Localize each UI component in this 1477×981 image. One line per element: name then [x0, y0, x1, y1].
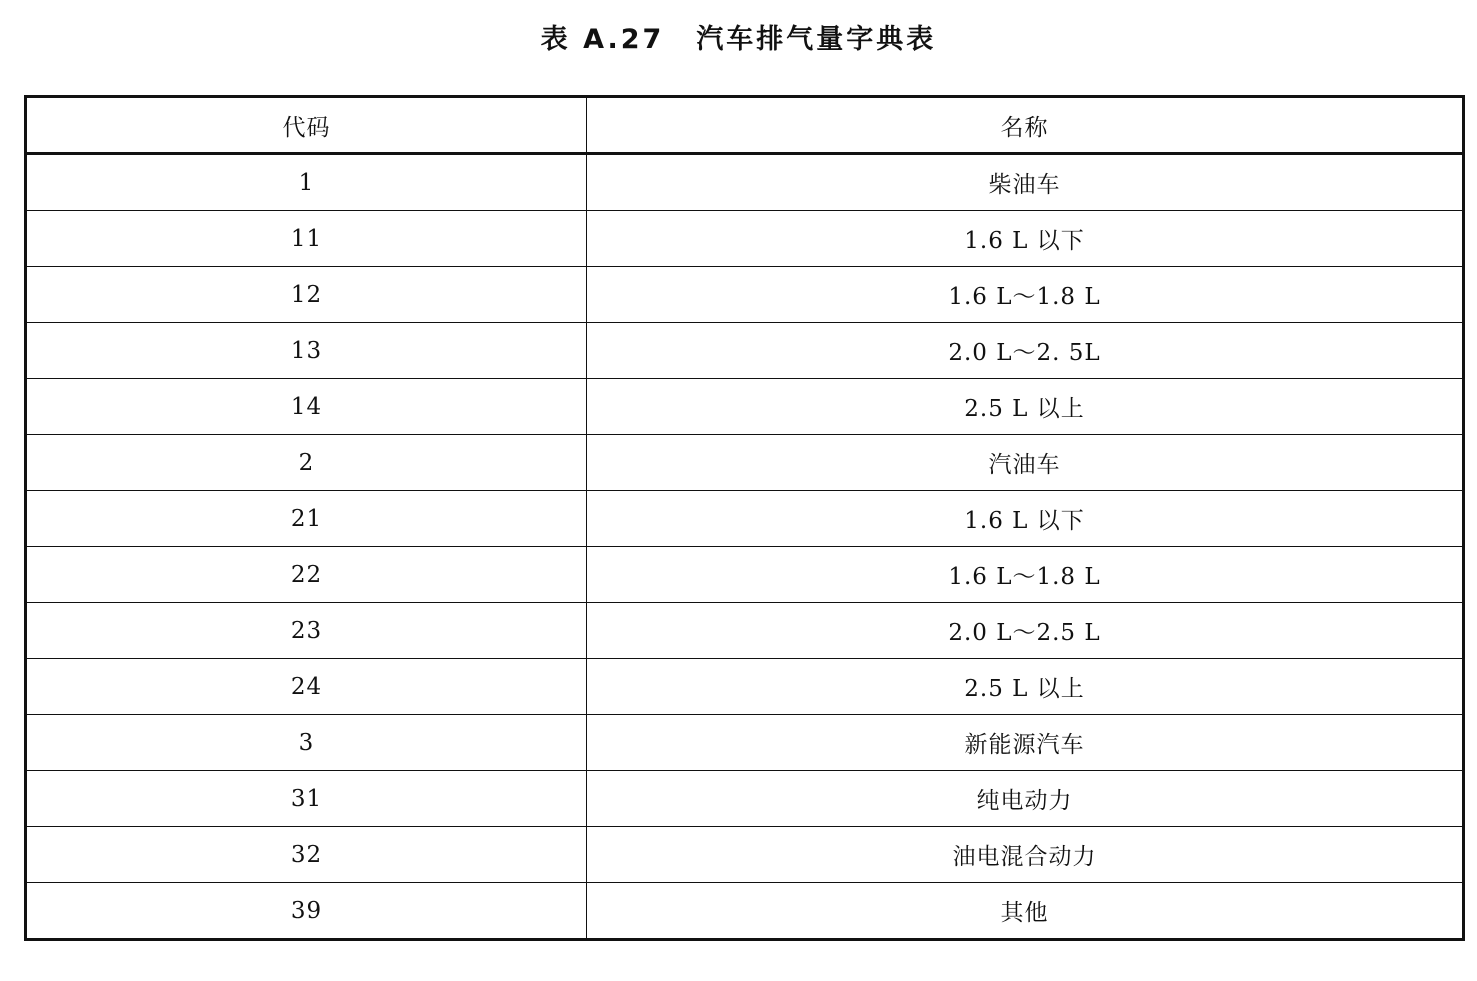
- table-number: 表 A.27: [540, 24, 665, 55]
- name-cell: 汽油车: [587, 435, 1464, 491]
- header-row: [26, 97, 1464, 154]
- table-row: [26, 547, 1464, 603]
- displacement-dictionary-table: [24, 95, 1465, 941]
- code-cell: 22: [26, 547, 587, 603]
- table-row: [26, 883, 1464, 940]
- code-cell: 3: [26, 715, 587, 771]
- name-cell: 2.5 L 以上: [587, 659, 1464, 715]
- table-row: [26, 771, 1464, 827]
- table-row: [26, 435, 1464, 491]
- table-caption: [0, 18, 1477, 62]
- name-cell: 2.0 L～2. 5L: [587, 323, 1464, 379]
- table-row: [26, 211, 1464, 267]
- name-cell: 1.6 L～1.8 L: [587, 267, 1464, 323]
- code-cell: 14: [26, 379, 587, 435]
- code-cell: 39: [26, 883, 587, 940]
- table-row: [26, 491, 1464, 547]
- code-cell: 32: [26, 827, 587, 883]
- name-cell: 1.6 L 以下: [587, 491, 1464, 547]
- dictionary-table-container: [24, 95, 1462, 941]
- table-row: [26, 379, 1464, 435]
- column-header-code: 代码: [26, 97, 587, 154]
- code-cell: 11: [26, 211, 587, 267]
- table-row: [26, 659, 1464, 715]
- name-cell: 1.6 L～1.8 L: [587, 547, 1464, 603]
- code-cell: 23: [26, 603, 587, 659]
- name-cell: 2.5 L 以上: [587, 379, 1464, 435]
- table-row: [26, 323, 1464, 379]
- name-cell: 其他: [587, 883, 1464, 940]
- table-row: [26, 715, 1464, 771]
- code-cell: 12: [26, 267, 587, 323]
- code-cell: 2: [26, 435, 587, 491]
- name-cell: 油电混合动力: [587, 827, 1464, 883]
- table-row: [26, 154, 1464, 211]
- code-cell: 13: [26, 323, 587, 379]
- name-cell: 1.6 L 以下: [587, 211, 1464, 267]
- code-cell: 31: [26, 771, 587, 827]
- table-title: 汽车排气量字典表: [696, 24, 937, 55]
- table-row: [26, 267, 1464, 323]
- code-cell: 24: [26, 659, 587, 715]
- name-cell: 柴油车: [587, 154, 1464, 211]
- name-cell: 新能源汽车: [587, 715, 1464, 771]
- code-cell: 21: [26, 491, 587, 547]
- table-row: [26, 827, 1464, 883]
- name-cell: 纯电动力: [587, 771, 1464, 827]
- name-cell: 2.0 L～2.5 L: [587, 603, 1464, 659]
- table-row: [26, 603, 1464, 659]
- code-cell: 1: [26, 154, 587, 211]
- column-header-name: 名称: [587, 97, 1464, 154]
